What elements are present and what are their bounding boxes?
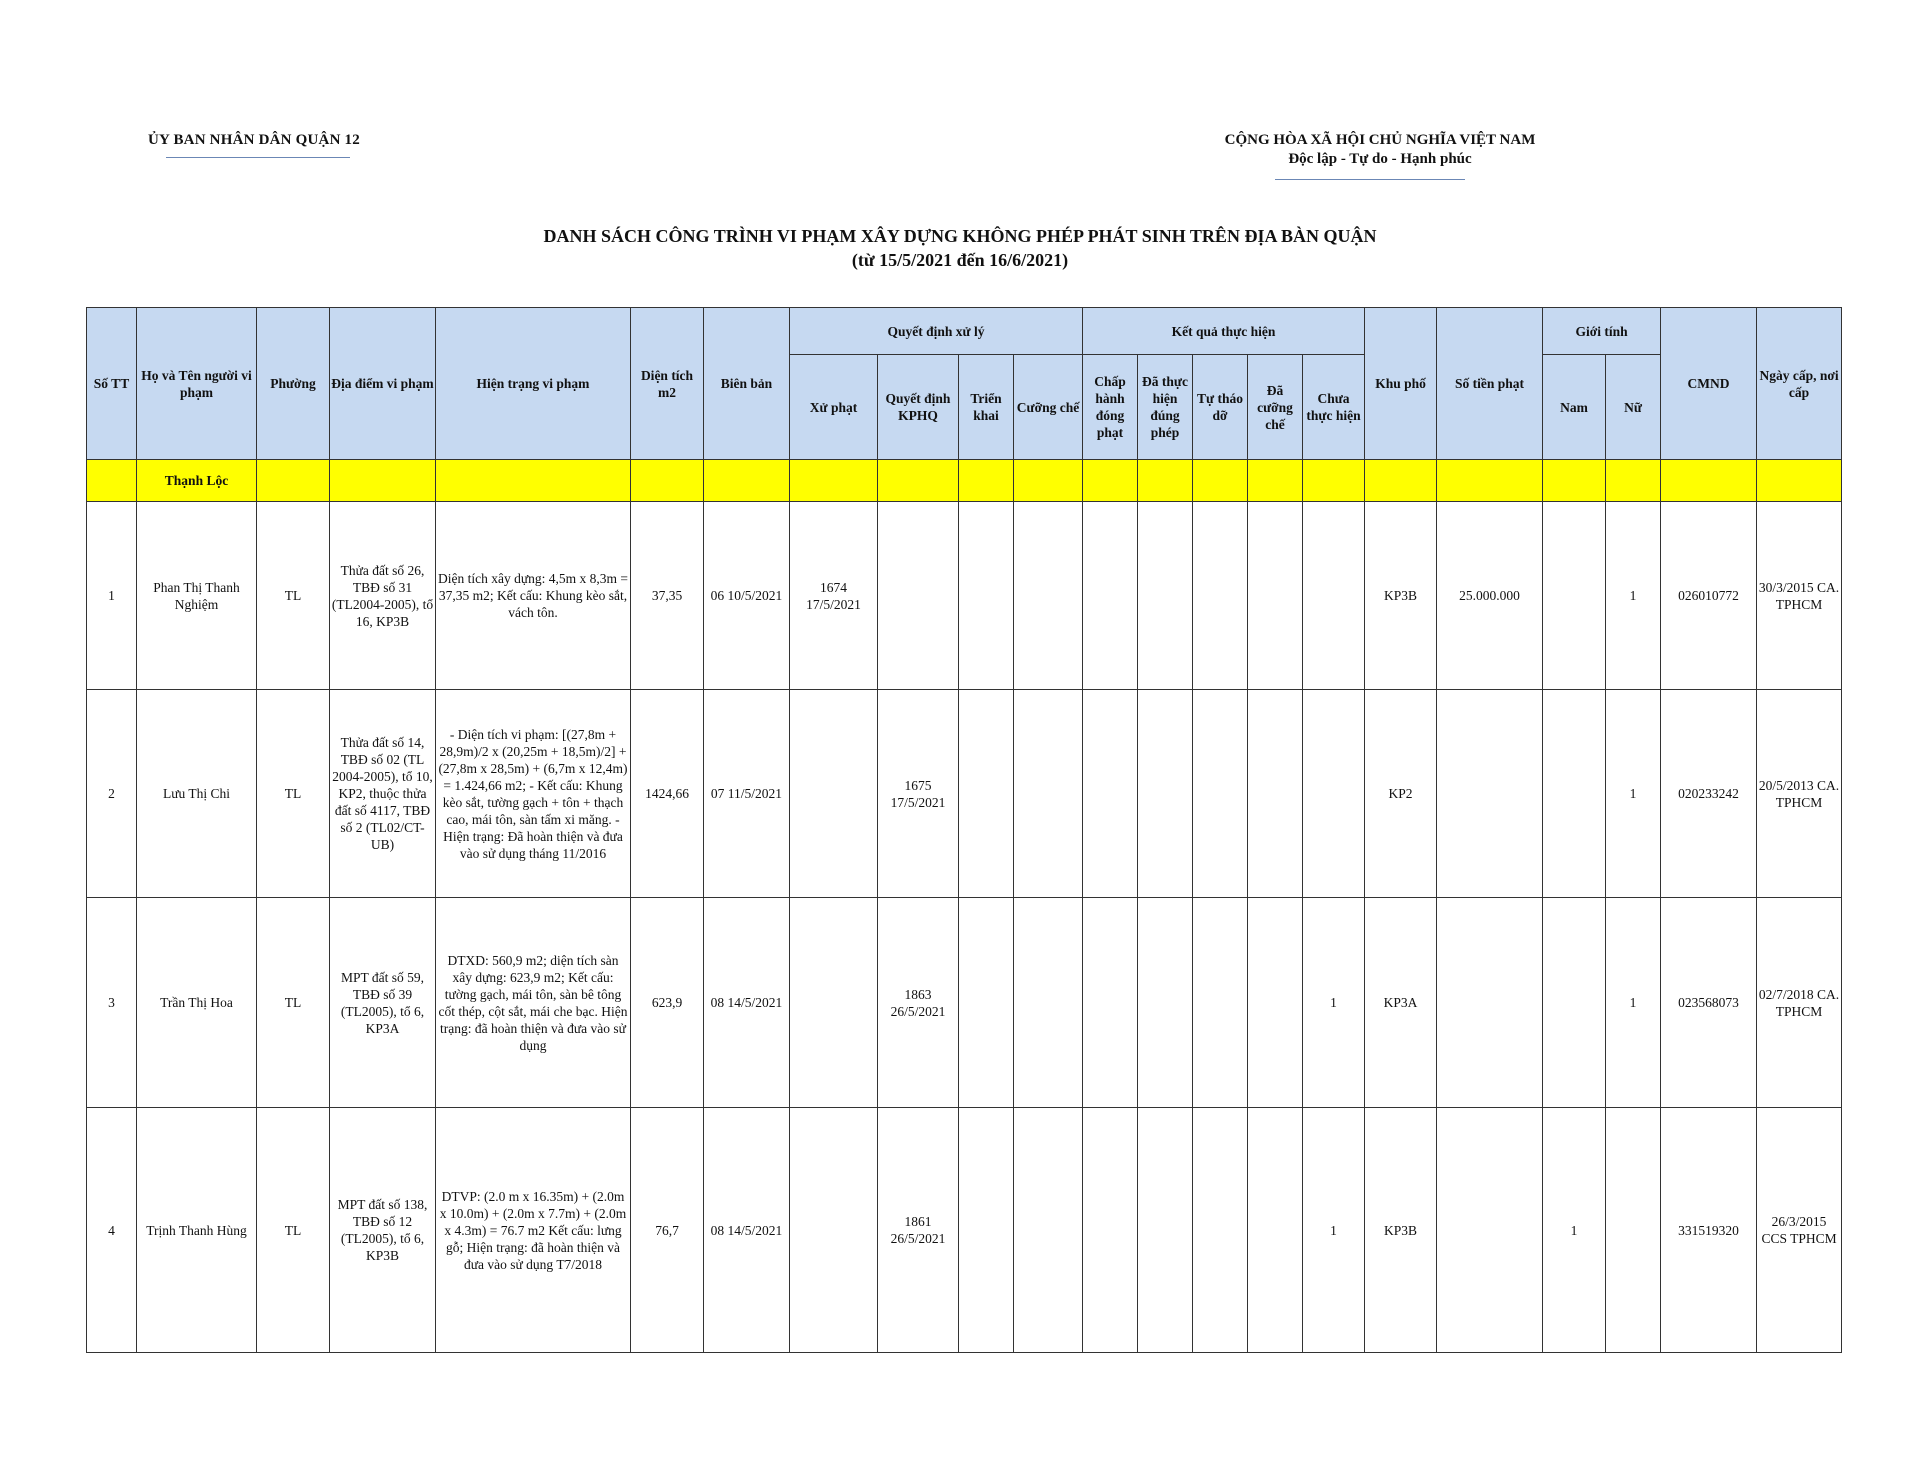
cell-self-remove	[1193, 690, 1248, 898]
cell-male	[1543, 898, 1606, 1108]
cell-enforced	[1248, 898, 1303, 1108]
cell-penalty	[790, 690, 878, 898]
cell-ward: TL	[257, 502, 330, 690]
cell-quarter: KP3B	[1365, 1108, 1437, 1353]
table-row	[87, 1108, 1842, 1353]
cell-kphq: 1675 17/5/2021	[878, 690, 959, 898]
cell-enforce	[1014, 898, 1083, 1108]
cell-location: Thửa đất số 26, TBĐ số 31 (TL2004-2005), tổ 16, KP3B	[330, 502, 436, 690]
cell-penalty	[790, 1108, 878, 1353]
cell-kphq	[878, 502, 959, 690]
cell-status: - Diện tích vi phạm: [(27,8m + 28,9m)/2 x (20,25m + 18,5m)/2] + (27,8m x 28,5m) + (6,7m x 12,4m) = 1.424,66 m2; - Kết cấu: Khung kèo sắt, tường gạch + tôn + thạch cao, mái tôn, sàn tấm xi măng. - Hiện trạng: Đã hoàn thiện và đưa vào sử dụng tháng 11/2016	[436, 690, 631, 898]
cell-done-permit	[1138, 690, 1193, 898]
cell-female: 1	[1606, 690, 1661, 898]
cell-kphq: 1863 26/5/2021	[878, 898, 959, 1108]
cell-record: 07 11/5/2021	[704, 690, 790, 898]
cell-kphq: 1861 26/5/2021	[878, 1108, 959, 1353]
col-header-not-done: Chưa thực hiện	[1303, 355, 1365, 460]
cell-self-remove	[1193, 1108, 1248, 1353]
cell-enforced	[1248, 502, 1303, 690]
cell-deploy	[959, 502, 1014, 690]
col-header-done-permit: Đã thực hiện đúng phép	[1138, 355, 1193, 460]
col-header-area: Diện tích m2	[631, 308, 704, 460]
col-header-self-remove: Tự tháo dỡ	[1193, 355, 1248, 460]
cell-quarter: KP2	[1365, 690, 1437, 898]
col-group-result: Kết quả thực hiện	[1083, 308, 1365, 355]
col-header-issued: Ngày cấp, nơi cấp	[1757, 308, 1842, 460]
cell-issued: 30/3/2015 CA. TPHCM	[1757, 502, 1842, 690]
cell-location: MPT đất số 59, TBĐ số 39 (TL2005), tổ 6, KP3A	[330, 898, 436, 1108]
cell-female	[1606, 1108, 1661, 1353]
cell-record: 08 14/5/2021	[704, 1108, 790, 1353]
section-row	[87, 460, 1842, 502]
col-header-deploy: Triển khai	[959, 355, 1014, 460]
cell-issued: 02/7/2018 CA. TPHCM	[1757, 898, 1842, 1108]
issuer-name: ỦY BAN NHÂN DÂN QUẬN 12	[148, 132, 360, 148]
cell-ward: TL	[257, 1108, 330, 1353]
cell-paid	[1083, 502, 1138, 690]
cell-male	[1543, 502, 1606, 690]
cell-stt: 1	[87, 502, 137, 690]
col-header-quarter: Khu phố	[1365, 308, 1437, 460]
cell-deploy	[959, 898, 1014, 1108]
national-motto	[1180, 131, 1580, 169]
cell-done-permit	[1138, 898, 1193, 1108]
cell-fine	[1437, 690, 1543, 898]
col-header-id: CMND	[1661, 308, 1757, 460]
table-row	[87, 898, 1842, 1108]
document-title	[0, 224, 1920, 272]
cell-done-permit	[1138, 502, 1193, 690]
col-header-stt: Số TT	[87, 308, 137, 460]
cell-paid	[1083, 690, 1138, 898]
cell-id: 026010772	[1661, 502, 1757, 690]
cell-status: DTXD: 560,9 m2; diện tích sàn xây dựng: 623,9 m2; Kết cấu: tường gạch, mái tôn, sàn bê tông cốt thép, cột sắt, mái che bạc. Hiện trạng: đã hoàn thiện và đưa vào sử dụng	[436, 898, 631, 1108]
cell-name: Lưu Thị Chi	[137, 690, 257, 898]
cell-id: 023568073	[1661, 898, 1757, 1108]
cell-record: 06 10/5/2021	[704, 502, 790, 690]
cell-enforced	[1248, 690, 1303, 898]
cell-name: Trần Thị Hoa	[137, 898, 257, 1108]
cell-female: 1	[1606, 898, 1661, 1108]
table-row	[87, 502, 1842, 690]
violations-table	[86, 307, 1842, 1353]
col-header-kphq: Quyết định KPHQ	[878, 355, 959, 460]
cell-id: 331519320	[1661, 1108, 1757, 1353]
cell-enforce	[1014, 1108, 1083, 1353]
cell-area: 37,35	[631, 502, 704, 690]
cell-quarter: KP3A	[1365, 898, 1437, 1108]
cell-stt: 3	[87, 898, 137, 1108]
title-line-1: DANH SÁCH CÔNG TRÌNH VI PHẠM XÂY DỰNG KHÔNG PHÉP PHÁT SINH TRÊN ĐỊA BÀN QUẬN	[543, 226, 1377, 246]
section-name: Thạnh Lộc	[137, 460, 257, 502]
cell-enforce	[1014, 690, 1083, 898]
col-header-paid: Chấp hành đóng phạt	[1083, 355, 1138, 460]
col-header-enforced: Đã cưỡng chế	[1248, 355, 1303, 460]
col-header-enforce: Cưỡng chế	[1014, 355, 1083, 460]
col-header-status: Hiện trạng vi phạm	[436, 308, 631, 460]
cell-male: 1	[1543, 1108, 1606, 1353]
cell-deploy	[959, 690, 1014, 898]
issuer-underline	[166, 157, 350, 158]
cell-penalty	[790, 898, 878, 1108]
cell-name: Phan Thị Thanh Nghiệm	[137, 502, 257, 690]
cell-quarter: KP3B	[1365, 502, 1437, 690]
cell-area: 623,9	[631, 898, 704, 1108]
cell-paid	[1083, 1108, 1138, 1353]
cell-female: 1	[1606, 502, 1661, 690]
cell-ward: TL	[257, 898, 330, 1108]
col-header-fine: Số tiền phạt	[1437, 308, 1543, 460]
cell-not-done: 1	[1303, 898, 1365, 1108]
col-header-record: Biên bản	[704, 308, 790, 460]
col-header-female: Nữ	[1606, 355, 1661, 460]
cell-not-done: 1	[1303, 1108, 1365, 1353]
col-header-ward: Phường	[257, 308, 330, 460]
col-header-location: Địa điểm vi phạm	[330, 308, 436, 460]
motto-line-2: Độc lập - Tự do - Hạnh phúc	[1288, 151, 1472, 167]
cell-done-permit	[1138, 1108, 1193, 1353]
cell-stt: 4	[87, 1108, 137, 1353]
cell-stt: 2	[87, 690, 137, 898]
cell-status: Diện tích xây dựng: 4,5m x 8,3m = 37,35 m2; Kết cấu: Khung kèo sắt, vách tôn.	[436, 502, 631, 690]
col-group-gender: Giới tính	[1543, 308, 1661, 355]
cell-self-remove	[1193, 502, 1248, 690]
col-header-name: Họ và Tên người vi phạm	[137, 308, 257, 460]
motto-underline	[1275, 179, 1465, 180]
cell-enforce	[1014, 502, 1083, 690]
cell-self-remove	[1193, 898, 1248, 1108]
cell-deploy	[959, 1108, 1014, 1353]
cell-paid	[1083, 898, 1138, 1108]
cell-not-done	[1303, 690, 1365, 898]
cell-issued: 20/5/2013 CA. TPHCM	[1757, 690, 1842, 898]
cell-area: 76,7	[631, 1108, 704, 1353]
cell-location: MPT đất số 138, TBĐ số 12 (TL2005), tổ 6, KP3B	[330, 1108, 436, 1353]
cell-fine	[1437, 1108, 1543, 1353]
cell-fine	[1437, 898, 1543, 1108]
cell-area: 1424,66	[631, 690, 704, 898]
table-row	[87, 690, 1842, 898]
cell-issued: 26/3/2015 CCS TPHCM	[1757, 1108, 1842, 1353]
cell-name: Trịnh Thanh Hùng	[137, 1108, 257, 1353]
col-header-penalty: Xử phạt	[790, 355, 878, 460]
cell-fine: 25.000.000	[1437, 502, 1543, 690]
cell-id: 020233242	[1661, 690, 1757, 898]
cell-location: Thửa đất số 14, TBĐ số 02 (TL 2004-2005), tổ 10, KP2, thuộc thửa đất số 4117, TBĐ số 2 (TL02/CT-UB)	[330, 690, 436, 898]
title-line-2: (từ 15/5/2021 đến 16/6/2021)	[851, 250, 1069, 270]
cell-enforced	[1248, 1108, 1303, 1353]
cell-ward: TL	[257, 690, 330, 898]
cell-male	[1543, 690, 1606, 898]
col-header-male: Nam	[1543, 355, 1606, 460]
cell-not-done	[1303, 502, 1365, 690]
cell-record: 08 14/5/2021	[704, 898, 790, 1108]
cell-penalty: 1674 17/5/2021	[790, 502, 878, 690]
motto-line-1: CỘNG HÒA XÃ HỘI CHỦ NGHĨA VIỆT NAM	[1224, 132, 1536, 148]
col-group-decision: Quyết định xử lý	[790, 308, 1083, 355]
cell-status: DTVP: (2.0 m x 16.35m) + (2.0m x 10.0m) + (2.0m x 7.7m) + (2.0m x 4.3m) = 76.7 m2 Kết cấu: lưng gỗ; Hiện trạng: đã hoàn thiện và đưa vào sử dụng T7/2018	[436, 1108, 631, 1353]
